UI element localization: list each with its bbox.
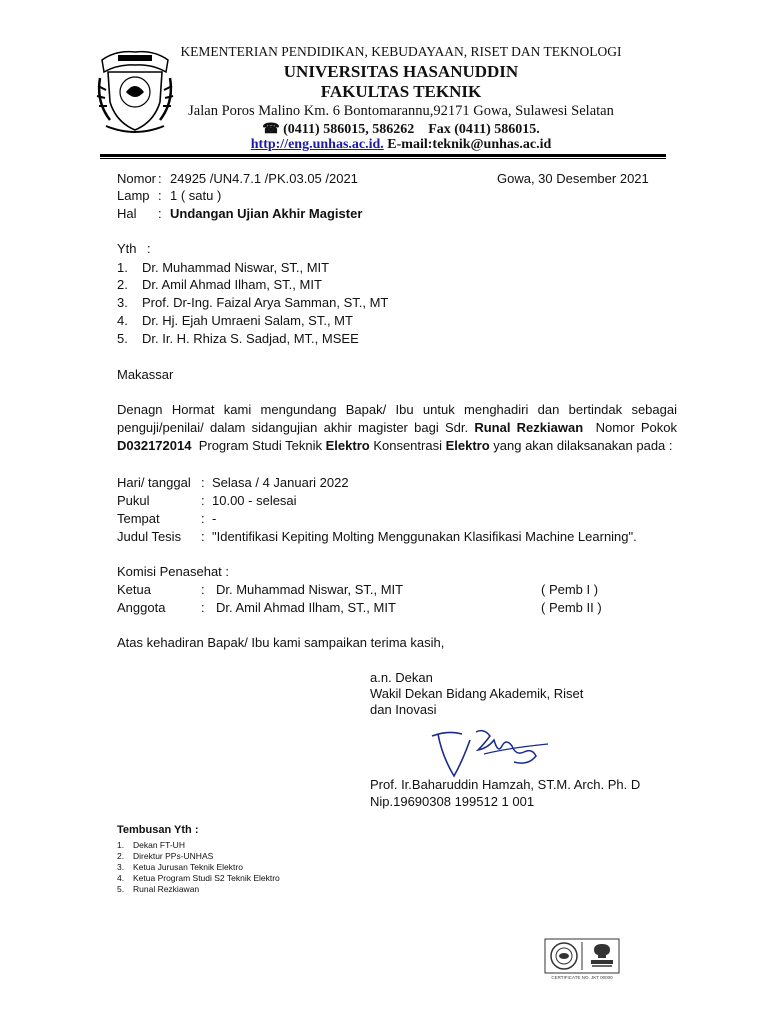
website-link[interactable]: http://eng.unhas.ac.id. <box>250 137 384 152</box>
committee-role: Ketua <box>117 582 151 597</box>
committee-role: Anggota <box>117 600 166 615</box>
paragraph-text: yang akan dilaksanakan pada : <box>489 438 673 453</box>
invitation-paragraph <box>117 401 677 455</box>
letter-date: Gowa, 30 Desember 2021 <box>497 171 649 186</box>
nomor-label: Nomor <box>117 171 157 186</box>
recipient-num: 5. <box>117 331 128 346</box>
detail-label: Judul Tesis <box>117 529 182 544</box>
letterhead-divider <box>100 154 666 157</box>
committee-colon: : <box>201 600 205 615</box>
phone-line <box>166 121 636 138</box>
detail-label: Pukul <box>117 493 150 508</box>
recipient-name: Dr. Amil Ahmad Ilham, ST., MIT <box>142 277 322 292</box>
recipient-name: Dr. Ir. H. Rhiza S. Sadjad, MT., MSEE <box>142 331 359 346</box>
signature-on-behalf: a.n. Dekan <box>370 670 433 685</box>
hal-value: Undangan Ujian Akhir Magister <box>170 206 363 221</box>
detail-label: Tempat <box>117 511 160 526</box>
study-program: Elektro <box>325 438 370 453</box>
certificate-number: CERTIFICATE NO. JKT 00000 <box>551 975 613 980</box>
detail-colon: : <box>201 529 205 544</box>
cc-item-num: 1. <box>117 840 125 850</box>
recipients-label: Yth <box>117 241 137 256</box>
university-name: UNIVERSITAS HASANUDDIN <box>283 62 519 81</box>
recipients-colon: : <box>147 241 151 256</box>
student-id: D032172014 <box>117 438 192 453</box>
recipient-num: 2. <box>117 277 128 292</box>
committee-colon: : <box>201 582 205 597</box>
hal-label: Hal <box>117 206 137 221</box>
paragraph-text: penguji/penilai/ dalam sidangujian akhir magister bagi Sdr. <box>117 420 475 435</box>
student-name: Runal Rezkiawan <box>474 420 584 435</box>
lamp-colon: : <box>158 188 162 203</box>
email-address[interactable]: E-mail:teknik@unhas.ac.id <box>387 137 552 152</box>
university-seal-icon <box>96 42 174 136</box>
signatory-name: Prof. Ir.Baharuddin Hamzah, ST.M. Arch. Ph. D <box>370 777 641 792</box>
signature-position-cont: dan Inovasi <box>370 702 437 717</box>
hal-colon: : <box>158 206 162 221</box>
paragraph-text: Nomor Pokok <box>583 420 677 435</box>
lamp-value: 1 ( satu ) <box>170 188 222 203</box>
signature-position: Wakil Dekan Bidang Akademik, Riset <box>370 686 584 701</box>
cc-item <box>117 862 243 872</box>
letterhead-divider-thin <box>100 158 666 159</box>
detail-value: - <box>212 511 217 526</box>
committee-title: Komisi Penasehat : <box>117 564 230 579</box>
cc-item-num: 5. <box>117 884 125 894</box>
cc-title: Tembusan Yth : <box>117 824 199 836</box>
ministry-name: KEMENTERIAN PENDIDIKAN, KEBUDAYAAN, RISET DAN TEKNOLOGI <box>180 44 622 59</box>
detail-colon: : <box>201 475 205 490</box>
recipient-city: Makassar <box>117 367 174 382</box>
faculty-name: FAKULTAS TEKNIK <box>320 82 482 101</box>
recipient-name: Dr. Muhammad Niswar, ST., MIT <box>142 260 330 275</box>
concentration: Elektro <box>445 438 490 453</box>
phone-numbers: (0411) 586015, 586262 Fax (0411) 586015. <box>283 122 540 137</box>
paragraph-text: Program Studi Teknik <box>191 438 326 453</box>
lamp-label: Lamp <box>117 188 150 203</box>
faculty-address: Jalan Poros Malino Km. 6 Bontomarannu,92171 Gowa, Sulawesi Selatan <box>188 103 614 119</box>
detail-colon: : <box>201 493 205 508</box>
cc-item <box>117 851 213 861</box>
cc-item-num: 2. <box>117 851 125 861</box>
cc-item <box>117 884 199 894</box>
paragraph-line-1: Denagn Hormat kami mengundang Bapak/ Ibu untuk menghadiri dan bertindak sebagai <box>117 402 677 417</box>
committee-pemb: ( Pemb I ) <box>541 582 599 597</box>
recipient-name: Prof. Dr-Ing. Faizal Arya Samman, ST., MT <box>142 295 389 310</box>
detail-value: "Identifikasi Kepiting Molting Menggunakan Klasifikasi Machine Learning". <box>212 529 637 544</box>
detail-label: Hari/ tanggal <box>117 475 191 490</box>
cc-item-text: Runal Rezkiawan <box>133 884 200 894</box>
committee-pemb: ( Pemb II ) <box>541 600 602 615</box>
phone-icon: ☎ <box>262 122 280 137</box>
cc-item-num: 4. <box>117 873 125 883</box>
committee-member-name: Dr. Amil Ahmad Ilham, ST., MIT <box>216 600 396 615</box>
paragraph-text: Konsentrasi <box>369 438 446 453</box>
cc-item <box>117 840 185 850</box>
cc-item-num: 3. <box>117 862 125 872</box>
recipient-num: 4. <box>117 313 128 328</box>
detail-colon: : <box>201 511 205 526</box>
detail-value: Selasa / 4 Januari 2022 <box>212 475 349 490</box>
cc-item-text: Direktur PPs-UNHAS <box>133 851 214 861</box>
paragraph-line-3 <box>117 437 677 455</box>
cc-item <box>117 873 280 883</box>
cc-item-text: Ketua Jurusan Teknik Elektro <box>133 862 243 872</box>
detail-value: 10.00 - selesai <box>212 493 297 508</box>
nomor-value: 24925 /UN4.7.1 /PK.03.05 /2021 <box>170 171 358 186</box>
cc-item-text: Ketua Program Studi S2 Teknik Elektro <box>133 873 280 883</box>
paragraph-line-2 <box>117 419 677 437</box>
recipient-num: 1. <box>117 260 128 275</box>
committee-member-name: Dr. Muhammad Niswar, ST., MIT <box>216 582 404 597</box>
closing-sentence: Atas kehadiran Bapak/ Ibu kami sampaikan terima kasih, <box>117 635 445 650</box>
recipient-name: Dr. Hj. Ejah Umraeni Salam, ST., MT <box>142 313 353 328</box>
recipient-num: 3. <box>117 295 128 310</box>
cc-item-text: Dekan FT-UH <box>133 840 185 850</box>
signatory-nip: Nip.19690308 199512 1 001 <box>370 794 535 809</box>
nomor-colon: : <box>158 171 162 186</box>
contact-line <box>166 137 636 153</box>
